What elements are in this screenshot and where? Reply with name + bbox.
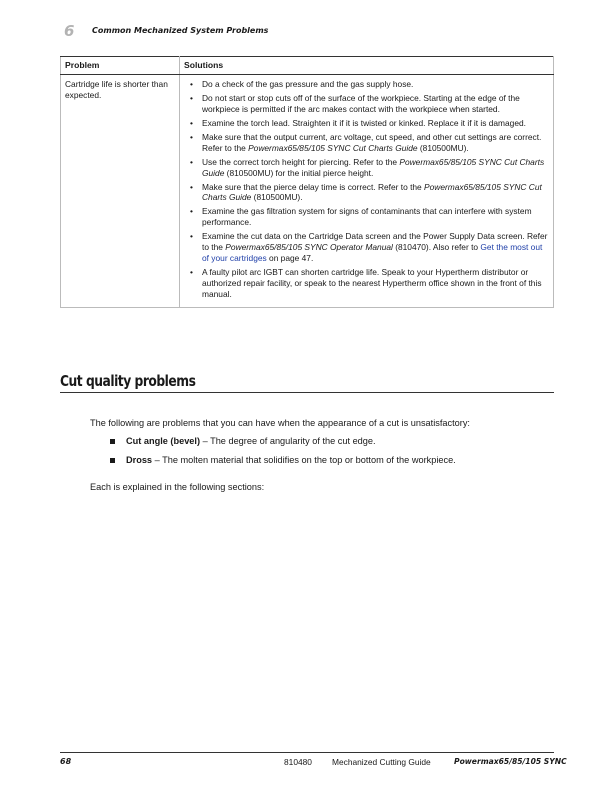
solution-item: • A faulty pilot arc IGBT can shorten cartridge life. Speak to your Hypertherm distributor or authorized repair facility, or speak to the nearest Hypertherm office shown in the front of this manual. (184, 267, 549, 300)
column-header-solutions: Solutions (180, 57, 554, 75)
chapter-title: Common Mechanized System Problems (92, 26, 269, 35)
solution-item: • Examine the torch lead. Straighten it if it is twisted or kinked. Replace it if it is damaged. (184, 118, 549, 129)
solutions-list (184, 79, 549, 300)
section-outro: Each is explained in the following sections: (90, 482, 265, 492)
product-name: Powermax65/85/105 SYNC (454, 757, 567, 766)
solution-item: • Do not start or stop cuts off of the surface of the workpiece. Starting at the edge of the workpiece is permitted if the arc makes contact with the workpiece when started. (184, 93, 549, 115)
section-intro: The following are problems that you can have when the appearance of a cut is unsatisfactory: (90, 418, 470, 428)
problem-cell: Cartridge life is shorter than expected. (61, 75, 180, 308)
solution-item: • Make sure that the pierce delay time is correct. Refer to the Powermax65/85/105 SYNC Cut Charts Guide (810500MU). (184, 182, 549, 204)
square-bullet-icon (110, 439, 115, 444)
square-bullet-icon (110, 458, 115, 463)
section-divider (60, 392, 554, 393)
document-number: 810480 (284, 757, 312, 767)
column-header-problem: Problem (61, 57, 180, 75)
operator-manual-ref: Powermax65/85/105 SYNC Operator Manual (225, 242, 393, 253)
problem-types-list (108, 436, 548, 474)
solution-item: • Do a check of the gas pressure and the gas supply hose. (184, 79, 549, 90)
list-item: Dross – The molten material that solidifies on the top or bottom of the workpiece. (108, 455, 548, 465)
list-item: Cut angle (bevel) – The degree of angularity of the cut edge. (108, 436, 548, 446)
cut-charts-guide-ref: Powermax65/85/105 SYNC Cut Charts Guide (248, 142, 418, 153)
guide-title: Mechanized Cutting Guide (332, 757, 431, 767)
cartridges-link[interactable]: Get the most out of your cartridges (202, 242, 543, 264)
solution-item: • Examine the gas filtration system for signs of contaminants that can interfere with system performance. (184, 206, 549, 228)
solution-item: • Use the correct torch height for piercing. Refer to the Powermax65/85/105 SYNC Cut Charts Guide (810500MU) for the initial pierce height. (184, 157, 549, 179)
cut-charts-guide-ref: Powermax65/85/105 SYNC Cut Charts Guide (202, 156, 545, 178)
cut-charts-guide-ref: Powermax65/85/105 SYNC Cut Charts Guide (202, 181, 542, 203)
solution-item: • Make sure that the output current, arc voltage, cut speed, and other cut settings are correct. Refer to the Powermax65/85/105 SYNC Cut Charts Guide (810500MU). (184, 132, 549, 154)
footer-divider (60, 752, 554, 753)
section-title: Cut quality problems (60, 372, 196, 390)
page-number: 68 (60, 757, 72, 766)
chapter-number: 6 (64, 22, 75, 40)
solutions-cell (180, 75, 554, 308)
troubleshooting-table (60, 56, 554, 308)
solution-item: • Examine the cut data on the Cartridge Data screen and the Power Supply Data screen. Refer to the Powermax65/85/105 SYNC Operator Manual (810470). Also refer to Get the most out of your cartridges on page 47. (184, 231, 549, 264)
